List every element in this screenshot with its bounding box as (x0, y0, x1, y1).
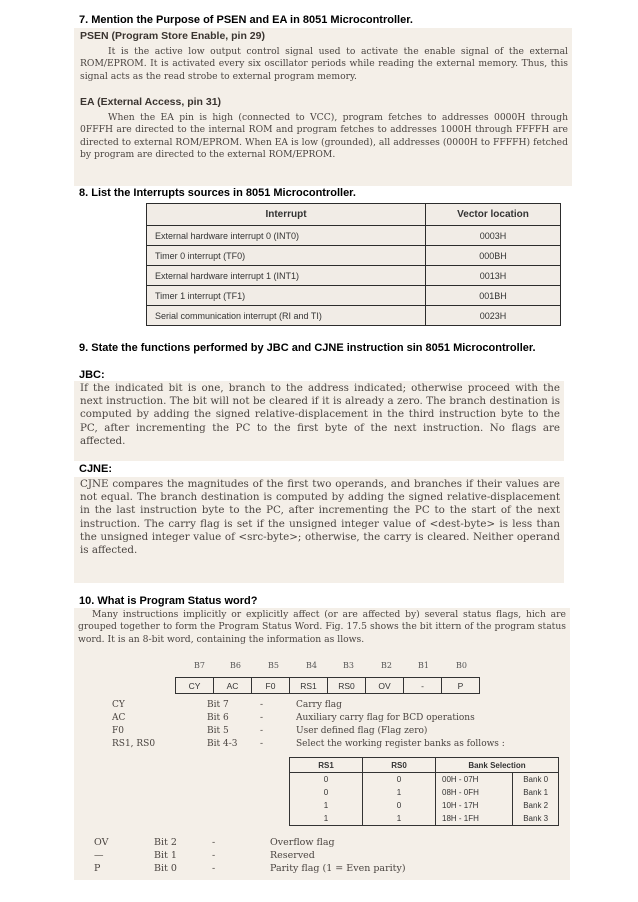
psw-bit: - (404, 678, 442, 694)
flag-dash: - (260, 700, 264, 710)
question-10-title: 10. What is Program Status word? (79, 595, 258, 607)
address-range: 10H - 17H (436, 799, 513, 812)
flag-dash: - (260, 726, 264, 736)
flag-bit: Bit 6 (207, 713, 229, 723)
vector-address: 0003H (426, 226, 561, 246)
interrupt-name: External hardware interrupt 0 (INT0) (147, 226, 426, 246)
flag-desc: Select the working register banks as follows : (296, 739, 505, 749)
rs0-header: RS0 (363, 758, 436, 773)
table-row (290, 799, 559, 812)
flag-dash: - (212, 863, 216, 874)
table-row (290, 786, 559, 799)
table-row (290, 812, 559, 826)
flag-dash: - (212, 837, 216, 848)
psen-heading: PSEN (Program Store Enable, pin 29) (80, 30, 265, 42)
interrupt-name: Timer 0 interrupt (TF0) (147, 246, 426, 266)
cjne-text: CJNE compares the magnitudes of the first two operands, and branches if their values are not equal. The branch destination is computed by adding the signed relative-displacement in the last instruction byte to the PC, after incrementing the PC to the start of the next instruction. The carry flag is set if the unsigned integer value of <dest-byte> is less than the unsigned integer value of <src-byte>; otherwise, the carry is cleared. Neither operand is affected. (80, 478, 560, 557)
bit-label: B0 (456, 661, 467, 670)
jbc-label: JBC: (79, 369, 105, 381)
rs0-value: 0 (363, 799, 436, 812)
bank-name: Bank 2 (513, 799, 559, 812)
psw-bit: OV (366, 678, 404, 694)
bank-selection-header: Bank Selection (436, 758, 559, 773)
bank-name: Bank 1 (513, 786, 559, 799)
ea-heading: EA (External Access, pin 31) (80, 96, 222, 108)
flag-name: RS1, RS0 (112, 739, 156, 749)
rs1-value: 0 (290, 786, 363, 799)
rs1-value: 1 (290, 799, 363, 812)
table-row (290, 773, 559, 787)
table-row (147, 246, 561, 266)
ea-text: When the EA pin is high (connected to VCC), program fetches to addresses 0000H through 0FFFH are directed to the internal ROM and program fetches to addresses 1000H through FFFFH are directed to external ROM/EPROM. When EA is low (grounded), all addresses (0000H to FFFFH) fetched by program are directed to the external ROM/EPROM. (80, 112, 568, 161)
flag-dash: - (260, 739, 264, 749)
psw-bit: F0 (252, 678, 290, 694)
table-row (147, 266, 561, 286)
psw-bit: P (442, 678, 480, 694)
flag-name: AC (112, 713, 126, 723)
rs1-value: 0 (290, 773, 363, 787)
vector-header: Vector location (426, 204, 561, 226)
bit-label: B4 (306, 661, 317, 670)
interrupt-name: Timer 1 interrupt (TF1) (147, 286, 426, 306)
flag-desc: Carry flag (296, 700, 342, 710)
flag-desc: Overflow flag (270, 837, 335, 848)
flag-bit: Bit 0 (154, 863, 177, 874)
jbc-scan (74, 381, 564, 461)
psw-intro-text: Many instructions implicitly or explicitly affect (or are affected by) several status flags, hich are grouped together to form the Program Status Word. Fig. 17.5 shows the bit ittern of the program status word. It is an 8-bit word, containing the information as llows. (78, 609, 566, 645)
flag-desc: User defined flag (Flag zero) (296, 726, 428, 736)
bit-label: B1 (418, 661, 429, 670)
jbc-text: If the indicated bit is one, branch to the address indicated; otherwise proceed with the next instruction. The bit will not be cleared if it is already a zero. The branch destination is computed by adding the signed relative-displacement in the third instruction byte to the PC, after incrementing the PC to the first byte of the next instruction. No flags are affected. (80, 382, 560, 447)
table-row (147, 226, 561, 246)
vector-address: 0023H (426, 306, 561, 326)
question-8-title: 8. List the Interrupts sources in 8051 Microcontroller. (79, 187, 356, 199)
cjne-scan (74, 477, 564, 583)
bank-name: Bank 3 (513, 812, 559, 826)
bit-label: B5 (268, 661, 279, 670)
bit-label: B6 (230, 661, 241, 670)
vector-address: 0013H (426, 266, 561, 286)
flag-dash: - (260, 713, 264, 723)
rs0-value: 1 (363, 786, 436, 799)
bit-label: B2 (381, 661, 392, 670)
rs0-value: 0 (363, 773, 436, 787)
flag-name: F0 (112, 726, 124, 736)
rs1-value: 1 (290, 812, 363, 826)
flag-bit: Bit 5 (207, 726, 229, 736)
address-range: 18H - 1FH (436, 812, 513, 826)
rs1-header: RS1 (290, 758, 363, 773)
address-range: 00H - 07H (436, 773, 513, 787)
vector-address: 000BH (426, 246, 561, 266)
interrupt-name: Serial communication interrupt (RI and TI) (147, 306, 426, 326)
address-range: 08H - 0FH (436, 786, 513, 799)
flag-desc: Reserved (270, 850, 315, 861)
psw-bit: AC (214, 678, 252, 694)
flag-bit: Bit 4-3 (207, 739, 238, 749)
flag-desc: Auxiliary carry flag for BCD operations (296, 713, 475, 723)
flag-name: — (94, 850, 104, 861)
flag-bit: Bit 1 (154, 850, 177, 861)
table-row (147, 286, 561, 306)
flag-name: P (94, 863, 101, 874)
psw-bit: RS1 (290, 678, 328, 694)
table-row (147, 306, 561, 326)
bit-label: B7 (194, 661, 205, 670)
psen-ea-scan (74, 28, 572, 186)
flag-bit: Bit 7 (207, 700, 229, 710)
flag-bit: Bit 2 (154, 837, 177, 848)
flag-desc: Parity flag (1 = Even parity) (270, 863, 406, 874)
rs0-value: 1 (363, 812, 436, 826)
vector-address: 001BH (426, 286, 561, 306)
psen-text: It is the active low output control signal used to activate the enable signal of the external ROM/EPROM. It is activated every six oscillator periods while reading the external memory. Thus, this signal acts as the read strobe to external program memory. (80, 46, 568, 82)
psw-bit: RS0 (328, 678, 366, 694)
flag-name: OV (94, 837, 109, 848)
bank-selection-table (289, 757, 559, 826)
interrupt-header: Interrupt (147, 204, 426, 226)
bank-name: Bank 0 (513, 773, 559, 787)
psw-bit: CY (176, 678, 214, 694)
question-9-title: 9. State the functions performed by JBC and CJNE instruction sin 8051 Microcontroller. (79, 342, 536, 354)
psw-bit-table (175, 677, 480, 694)
cjne-label: CJNE: (79, 463, 113, 475)
interrupt-table (146, 203, 561, 326)
question-7-title: 7. Mention the Purpose of PSEN and EA in 8051 Microcontroller. (79, 14, 413, 26)
flag-dash: - (212, 850, 216, 861)
bit-label: B3 (343, 661, 354, 670)
interrupt-name: External hardware interrupt 1 (INT1) (147, 266, 426, 286)
flag-name: CY (112, 700, 125, 710)
